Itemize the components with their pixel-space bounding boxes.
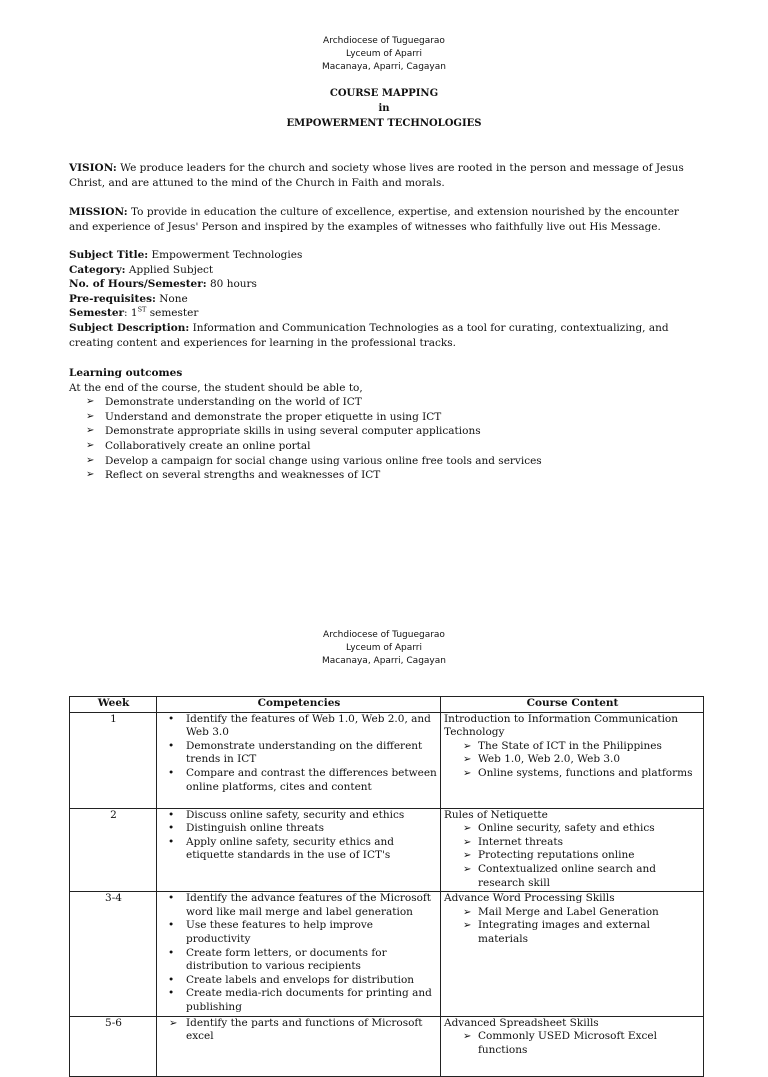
- header-line: Archdiocese of Tuguegarao: [323, 630, 445, 640]
- content-title: Rules of Netiquette: [444, 808, 548, 821]
- competency-item: • Discuss online safety, security and ethics: [186, 809, 438, 823]
- competencies-cell: [157, 892, 441, 1016]
- course-mapping-table: [69, 696, 704, 1077]
- hours-value: 80 hours: [206, 278, 257, 291]
- document-title: [0, 86, 768, 131]
- category-value: Applied Subject: [125, 263, 214, 276]
- competencies-header: Competencies: [157, 697, 441, 713]
- document-header: [0, 35, 768, 74]
- description-value: Information and Communication Technologies as a tool for curating, contextualizing, and creating content and experiences for learning in the professional tracks.: [69, 321, 669, 349]
- content-item: ➢ Commonly USED Microsoft Excel functions: [478, 1030, 701, 1057]
- outcome-item: ➢ Demonstrate appropriate skills in using several computer applications: [86, 424, 699, 439]
- category-label: Category:: [69, 263, 126, 276]
- week-cell: 1: [70, 712, 157, 808]
- content-item: ➢ Online systems, functions and platforms: [478, 767, 701, 781]
- competencies-cell: [157, 1016, 441, 1076]
- semester-label: Semester: [69, 307, 125, 320]
- content-cell: [441, 712, 704, 808]
- semester-suffix: semester: [146, 307, 199, 320]
- competency-item: • Compare and contrast the differences between online platforms, cites and content: [186, 767, 438, 794]
- title-line: COURSE MAPPING: [329, 88, 439, 99]
- mission-paragraph: [69, 205, 699, 234]
- learning-outcomes: [69, 366, 699, 483]
- subject-title-label: Subject Title:: [69, 249, 149, 261]
- header-line: Lyceum of Aparri: [346, 49, 422, 59]
- outcome-item: ➢ Demonstrate understanding on the world of ICT: [86, 395, 699, 410]
- outcome-item: ➢ Collaboratively create an online portal: [86, 439, 699, 454]
- semester-superscript: ST: [137, 305, 147, 314]
- outcome-item: ➢ Reflect on several strengths and weaknesses of ICT: [86, 468, 699, 483]
- mission-text: To provide in education the culture of excellence, expertise, and extension nourished by the encounter and experience of Jesus' Person and inspired by the examples of witnesses who faithfully live out His Message.: [69, 206, 679, 233]
- content-item: ➢ Internet threats: [478, 836, 701, 850]
- header-line: Archdiocese of Tuguegarao: [323, 36, 445, 46]
- content-item: ➢ Protecting reputations online: [478, 849, 701, 863]
- content-cell: [441, 808, 704, 892]
- semester-value: : 1: [124, 307, 138, 320]
- content-cell: [441, 892, 704, 1016]
- subject-title-value: Empowerment Technologies: [148, 249, 303, 261]
- competency-item: • Create media-rich documents for printing and publishing: [186, 987, 438, 1014]
- header-line: Lyceum of Aparri: [346, 643, 422, 653]
- table-row: [70, 808, 704, 892]
- mission-label: MISSION:: [69, 206, 128, 218]
- vision-paragraph: [69, 161, 699, 190]
- competency-item: • Identify the advance features of the Microsoft word like mail merge and label generation: [186, 892, 438, 919]
- content-item: ➢ Integrating images and external materials: [478, 919, 701, 946]
- content-header: Course Content: [441, 697, 704, 713]
- week-cell: 5-6: [70, 1016, 157, 1076]
- week-cell: 2: [70, 808, 157, 892]
- week-cell: 3-4: [70, 892, 157, 1016]
- competency-item: ➢ Identify the parts and functions of Microsoft excel: [186, 1017, 438, 1044]
- competency-item: • Create form letters, or documents for distribution to various recipients: [186, 947, 438, 974]
- table-row: [70, 892, 704, 1016]
- prereq-value: None: [155, 292, 188, 305]
- header-line: Macanaya, Aparri, Cagayan: [322, 656, 446, 666]
- content-item: ➢ Mail Merge and Label Generation: [478, 906, 701, 920]
- table-row: [70, 712, 704, 808]
- title-line: in: [378, 103, 390, 114]
- content-cell: [441, 1016, 704, 1076]
- competency-item: • Distinguish online threats: [186, 822, 438, 836]
- content-title: Advance Word Processing Skills: [444, 892, 615, 905]
- outcomes-intro: At the end of the course, the student should be able to,: [69, 381, 363, 394]
- outcomes-heading: Learning outcomes: [69, 367, 183, 379]
- header-line: Macanaya, Aparri, Cagayan: [322, 62, 446, 72]
- content-title: Advanced Spreadsheet Skills: [444, 1016, 599, 1029]
- vision-text: We produce leaders for the church and society whose lives are rooted in the person and message of Jesus Christ, and are attuned to the mind of the Church in Faith and morals.: [69, 162, 684, 189]
- subject-info: [69, 248, 699, 350]
- hours-label: No. of Hours/Semester:: [69, 278, 207, 291]
- content-item: ➢ Web 1.0, Web 2.0, Web 3.0: [478, 753, 701, 767]
- competencies-cell: [157, 808, 441, 892]
- table-header-row: [70, 697, 704, 713]
- competency-item: • Identify the features of Web 1.0, Web 2.0, and Web 3.0: [186, 713, 438, 740]
- competency-item: • Create labels and envelops for distribution: [186, 974, 438, 988]
- content-item: ➢ Contextualized online search and research skill: [478, 863, 701, 890]
- vision-label: VISION:: [69, 162, 117, 174]
- document-header-page2: [0, 629, 768, 668]
- content-item: ➢ Online security, safety and ethics: [478, 822, 701, 836]
- week-header: Week: [70, 697, 157, 713]
- content-item: ➢ The State of ICT in the Philippines: [478, 740, 701, 754]
- competency-item: • Use these features to help improve productivity: [186, 919, 438, 946]
- competency-item: • Demonstrate understanding on the different trends in ICT: [186, 740, 438, 767]
- outcome-item: ➢ Understand and demonstrate the proper etiquette in using ICT: [86, 410, 699, 425]
- content-title: Introduction to Information Communication Technology: [444, 712, 679, 739]
- outcomes-list: [69, 395, 699, 483]
- competency-item: • Apply online safety, security ethics and etiquette standards in the use of ICT's: [186, 836, 438, 863]
- prereq-label: Pre-requisites:: [69, 292, 156, 305]
- description-label: Subject Description:: [69, 321, 190, 334]
- competencies-cell: [157, 712, 441, 808]
- outcome-item: ➢ Develop a campaign for social change using various online free tools and services: [86, 454, 699, 469]
- table-row: [70, 1016, 704, 1076]
- title-line: EMPOWERMENT TECHNOLOGIES: [286, 118, 482, 129]
